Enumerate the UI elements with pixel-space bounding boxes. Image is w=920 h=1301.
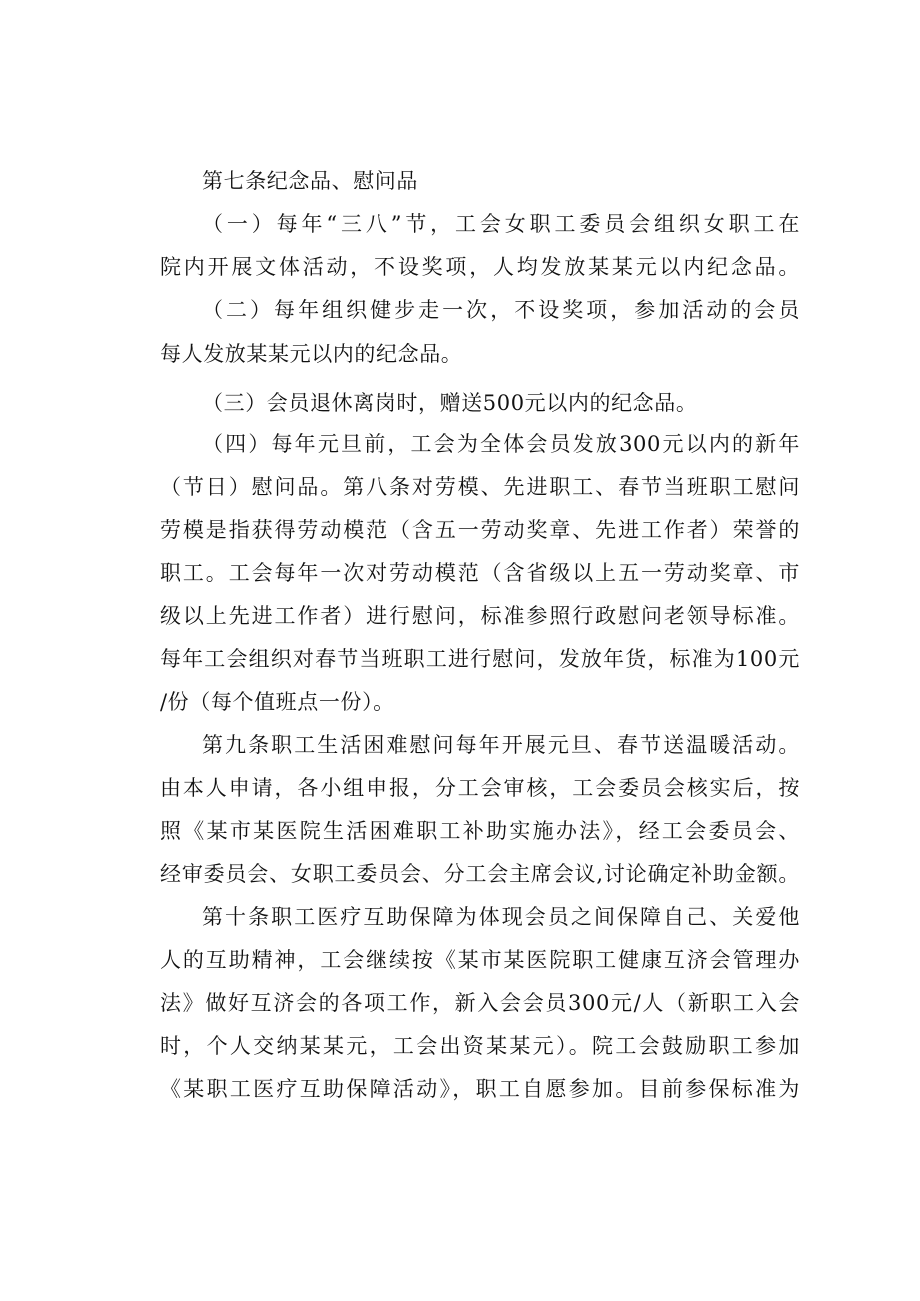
article-7-heading: 第七条纪念品、慰问品 (202, 169, 418, 193)
paragraph-line: 人的互助精神，工会继续按《某市某医院职工健康互济会管理办 (160, 948, 800, 972)
article-9-line: 第九条职工生活困难慰问每年开展元旦、春节送温暖活动。 (202, 733, 800, 757)
paragraph-line: 时，个人交纳某某元，工会出资某某元）。院工会鼓励职工参加 (160, 1034, 800, 1058)
paragraph-line: （二）每年组织健步走一次，不设奖项，参加活动的会员 (202, 298, 800, 322)
paragraph-line: （节日）慰问品。第八条对劳模、先进职工、春节当班职工慰问 (160, 475, 800, 499)
paragraph-line: 级以上先进工作者）进行慰问，标准参照行政慰问老领导标准。 (160, 604, 800, 628)
paragraph-line: 由本人申请，各小组申报，分工会审核，工会委员会核实后，按 (160, 776, 800, 800)
paragraph-line: 照《某市某医院生活困难职工补助实施办法》，经工会委员会、 (160, 819, 800, 843)
paragraph-line: 每人发放某某元以内的纪念品。 (160, 342, 463, 366)
paragraph-line: 劳模是指获得劳动模范（含五一劳动奖章、先进工作者）荣誉的 (160, 518, 800, 542)
paragraph-line: 职工。工会每年一次对劳动模范（含省级以上五一劳动奖章、市 (160, 561, 800, 585)
article-10-line: 第十条职工医疗互助保障为体现会员之间保障自己、关爱他 (202, 905, 800, 929)
paragraph-line: /份（每个值班点一份）。 (160, 690, 395, 714)
paragraph-line: （一）每年“三八”节，工会女职工委员会组织女职工在 (202, 212, 800, 236)
paragraph-line: （四）每年元旦前，工会为全体会员发放300元以内的新年 (202, 432, 800, 456)
paragraph-line: 院内开展文体活动，不设奖项，人均发放某某元以内纪念品。 (160, 255, 800, 279)
paragraph-line: 每年工会组织对春节当班职工进行慰问，发放年货，标准为100元 (160, 647, 800, 671)
paragraph-line: 经审委员会、女职工委员会、分工会主席会议,讨论确定补助金额。 (160, 862, 800, 886)
paragraph-line: 《某职工医疗互助保障活动》，职工自愿参加。目前参保标准为 (160, 1077, 800, 1101)
paragraph-line: （三）会员退休离岗时，赠送500元以内的纪念品。 (202, 391, 698, 415)
paragraph-line: 法》做好互济会的各项工作，新入会会员300元/人（新职工入会 (160, 991, 800, 1015)
